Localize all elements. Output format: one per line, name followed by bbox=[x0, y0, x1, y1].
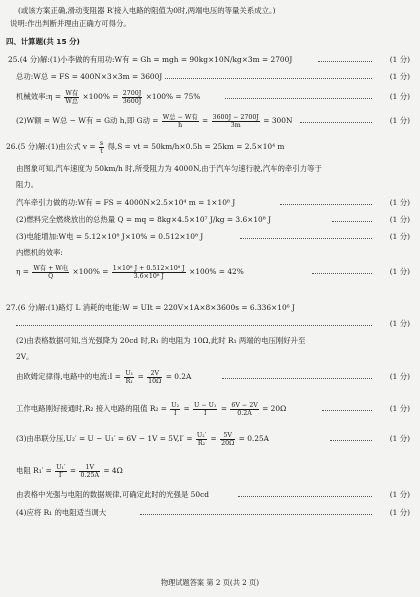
dot-leader bbox=[225, 98, 372, 99]
current-formula: 由欧姆定律得,电路中的电流:I = $\frac{\text{U₁}}{\text{R₁}}$ = $\frac{2V}{10\Omega}$ = 0.2A bbox=[16, 369, 192, 385]
q26-line-3: 阻力。 bbox=[16, 180, 39, 189]
q27-line-2: (2)由表格数据可知,当光强降为 20cd 时,R₁ 的电阻为 10Ω,此时 R₁ 两端的电压刚好升至 bbox=[16, 336, 306, 345]
fraction: $\frac{s}{t}$ bbox=[99, 139, 104, 155]
q26-line-7: 内燃机的效率: bbox=[16, 248, 63, 257]
score-mark: (1 分) bbox=[389, 434, 410, 443]
text-line: 说明:作出判断并理由正确方可得分。 bbox=[10, 19, 131, 28]
dot-leader bbox=[238, 496, 372, 497]
fraction: $\frac{2700J}{3600J}$ bbox=[122, 89, 142, 105]
q26-line-8 bbox=[0, 260, 420, 284]
q26-line-5: (2)燃料完全燃烧放出的总热量 Q = mq = 8kg×4.5×10⁷ J/kg = 3.6×10⁸ J (1 分) bbox=[0, 212, 420, 227]
fraction: $\frac{\text{U₁′}}{I'}$ bbox=[56, 463, 66, 479]
q25-line-4 bbox=[0, 110, 420, 132]
score-mark: (1 分) bbox=[389, 198, 410, 207]
q25-line-2: 总功:W总 = FS = 400N×3×3m = 3600J (1 分) bbox=[0, 69, 420, 84]
score-mark: (1 分) bbox=[389, 116, 410, 125]
q27-line-1b bbox=[0, 316, 420, 331]
q27-line-3: 2V。 bbox=[16, 352, 34, 361]
dot-leader bbox=[312, 273, 372, 274]
fraction: $\frac{1V}{0.25A}$ bbox=[80, 463, 100, 479]
score-mark: (1 分) bbox=[389, 55, 410, 64]
fraction: $\frac{\text{U₂}}{I}$ bbox=[171, 401, 180, 417]
dot-leader bbox=[332, 221, 372, 222]
score-mark: (1 分) bbox=[389, 319, 410, 328]
fraction: $\frac{5V}{20\Omega}$ bbox=[221, 431, 235, 447]
q27-line-1: 27.(6 分)解:(1)路灯 L 消耗的电能:W = UIt = 220V×1A×8×3600s = 6.336×10⁶ J bbox=[6, 303, 295, 312]
fraction: $\frac{\text{U₂′}}{\text{R₂}}$ bbox=[196, 431, 207, 447]
r1-formula: 电阻 R₁′ = $\frac{\text{U₁′}}{I'}$ = $\frac{1V}{0.25A}$ = 4Ω bbox=[16, 463, 123, 479]
text-line: (或该方案正确,滑动变阻器 R′接入电路的阻值为0时,两端电压的等量关系成立。) bbox=[18, 6, 276, 15]
fraction: $\frac{\text{W总 − W有}}{h}$ bbox=[162, 113, 198, 129]
fraction: $\frac{\text{U − U₁}}{I}$ bbox=[194, 401, 217, 417]
q27-line-7 bbox=[0, 460, 420, 482]
section-title: 四、计算题(共 15 分) bbox=[6, 37, 80, 46]
q25-line-3 bbox=[0, 86, 420, 108]
q27-line-6 bbox=[0, 428, 420, 450]
q25-line-1: 25.(4 分)解:(1)小李做的有用功:W有 = Gh = mgh = 90kg×10N/kg×3m = 2700J (1 分) bbox=[0, 52, 420, 67]
q26-line-1: 26.(5 分)解:(1)由公式 v = $\frac{s}{t}$ 得,S = vt = 50km/h×0.5h = 25km = 2.5×10⁴ m bbox=[6, 139, 285, 155]
fraction: $\frac{6V - 2V}{0.2A}$ bbox=[231, 401, 258, 417]
score-mark: (1 分) bbox=[389, 267, 410, 276]
score-mark: (1 分) bbox=[389, 92, 410, 101]
dot-leader bbox=[330, 440, 372, 441]
fraction: $\frac{\text{W有 + W电}}{Q}$ bbox=[33, 264, 69, 280]
fraction: $\frac{\text{1×10⁸ J + 0.512×10⁸ J}}{\text{3.6×10⁸ J}}$ bbox=[112, 264, 185, 280]
q27-line-4 bbox=[0, 366, 420, 388]
q27-line-9: (4)应将 R₁ 的电阻适当调大 (1 分) bbox=[0, 505, 420, 520]
page-footer: 物理试题答案 第 2 页(共 2 页) bbox=[160, 578, 260, 587]
engine-efficiency-formula: η = $\frac{\text{W有 + W电}}{Q}$ ×100% = $\frac{\text{1×10⁸ J + 0.512×10⁸ J}}{\text{3.6×10⁸ J}}$ ×100% = 42% bbox=[16, 264, 244, 280]
score-mark: (1 分) bbox=[389, 404, 410, 413]
q27-line-5 bbox=[0, 398, 420, 420]
dot-leader bbox=[318, 61, 372, 62]
fraction: $\frac{\text{U₁}}{\text{R₁}}$ bbox=[125, 369, 134, 385]
fraction: $\frac{3600J - 2700J}{3m}$ bbox=[212, 113, 259, 129]
dot-leader bbox=[140, 514, 372, 515]
dot-leader bbox=[240, 238, 372, 239]
q26-line-4: 汽车牵引力做的功:W有 = FS = 4000N×2.5×10⁴ m = 1×10⁸ J (1 分) bbox=[0, 195, 420, 210]
dot-leader bbox=[165, 78, 372, 79]
dot-leader bbox=[322, 410, 372, 411]
dot-leader bbox=[300, 122, 372, 123]
fraction: $\frac{\text{W有}}{\text{W总}}$ bbox=[65, 89, 79, 105]
r2-formula: 工作电路刚好接通时,R₂ 接入电路的阻值 R₂ = $\frac{\text{U₂}}{I}$ = $\frac{\text{U − U₁}}{I}$ = $\frac{6V - 2V}{0.2A}$ = 20Ω bbox=[16, 401, 287, 417]
q26-line-2: 由图象可知,汽车速度为 50km/h 时,所受阻力为 4000N,由于汽车匀速行驶,汽车的牵引力等于 bbox=[16, 164, 322, 173]
score-mark: (1 分) bbox=[389, 490, 410, 499]
q26-line-6: (3)电能增加:W电 = 5.12×10⁸ J×10% = 0.512×10⁸ J (1 分) bbox=[0, 229, 420, 244]
score-mark: (1 分) bbox=[389, 508, 410, 517]
score-mark: (1 分) bbox=[389, 232, 410, 241]
q27-line-8: 由表格中光强与电阻的数据规律,可确定此时的光强是 50cd (1 分) bbox=[0, 487, 420, 502]
dead-weight-formula: (2)W额 = W总 − W有 = G动 h,即 G动 = $\frac{\text{W总 − W有}}{h}$ = $\frac{3600J - 2700J}{3m}$ = 300N bbox=[16, 113, 293, 129]
fraction: $\frac{2V}{10\Omega}$ bbox=[148, 369, 162, 385]
efficiency-formula: 机械效率:η = $\frac{\text{W有}}{\text{W总}}$ ×100% = $\frac{2700J}{3600J}$ ×100% = 75% bbox=[16, 89, 201, 105]
score-mark: (1 分) bbox=[389, 372, 410, 381]
dot-leader bbox=[16, 325, 372, 326]
score-mark: (1 分) bbox=[389, 215, 410, 224]
score-mark: (1 分) bbox=[389, 72, 410, 81]
current-formula-2: (3)由串联分压,U₂′ = U − U₁′ = 6V − 1V = 5V,I′ = $\frac{\text{U₂′}}{\text{R₂}}$ = $\frac{5V}{20\Omega}$ = 0.25A bbox=[16, 431, 269, 447]
dot-leader bbox=[222, 378, 372, 379]
dot-leader bbox=[280, 204, 372, 205]
